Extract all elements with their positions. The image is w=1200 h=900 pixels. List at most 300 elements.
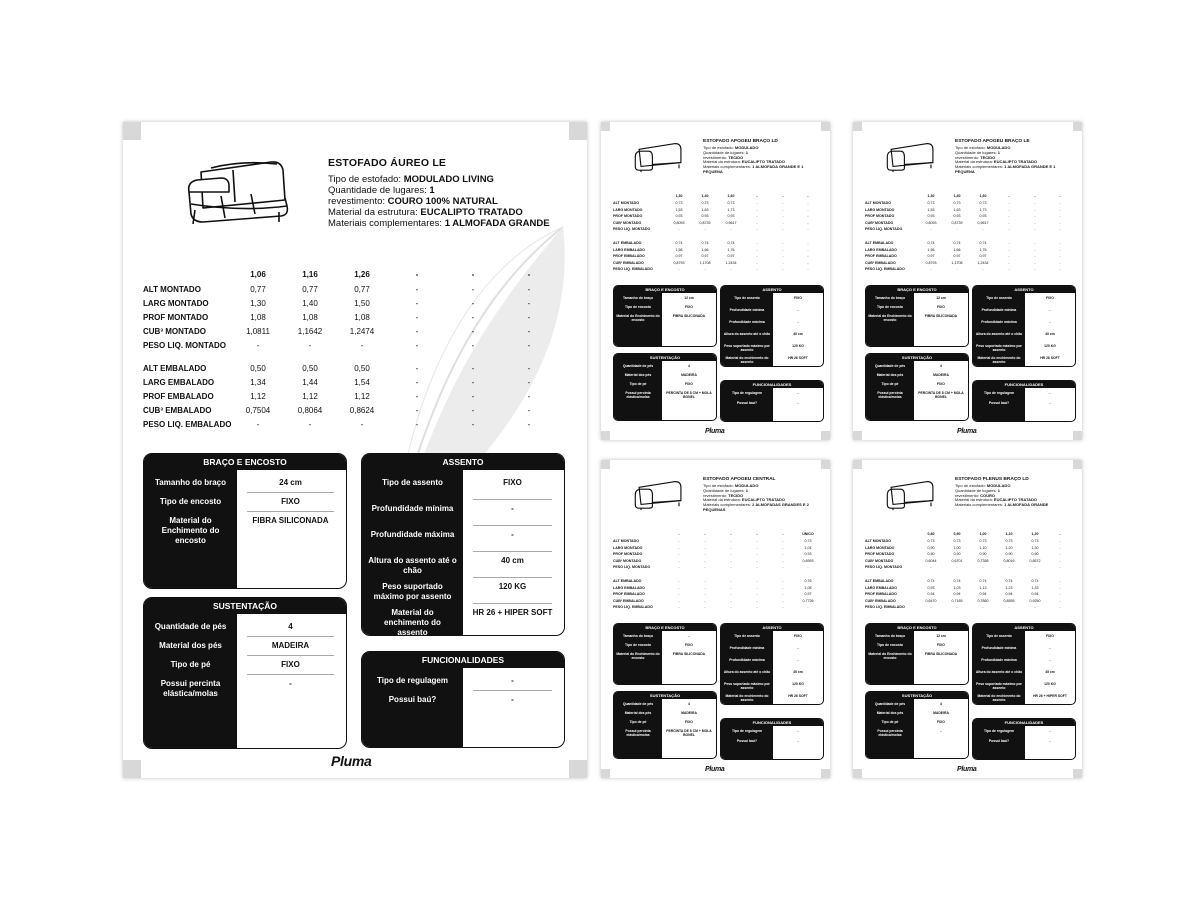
cell-value: 0,50 (250, 364, 266, 373)
spec-value: MODULADO (986, 145, 1011, 150)
table-row (865, 579, 1070, 585)
cell-value: 0,73 (927, 539, 935, 543)
column-header: - (730, 532, 732, 536)
row-label: LARG EMBALADO (613, 585, 645, 590)
row-label: LARG EMBALADO (865, 247, 897, 252)
cell-value: - (982, 565, 984, 569)
panel-row-label: Quantidade de pés (622, 364, 654, 368)
cell-value: - (730, 592, 732, 596)
column-header: - (678, 532, 680, 536)
spec-value: TECIDO (728, 154, 744, 160)
cell-value: 0,74 (675, 241, 683, 245)
panel-title: BRAÇO E ENCOSTO (866, 624, 968, 631)
cell-value: - (678, 565, 680, 569)
separator (247, 492, 334, 493)
panel-row-value: PERCINTA DE 8 CM + MOLA BONEL (666, 391, 712, 399)
sofa-illustration (883, 474, 941, 512)
cell-value: 0,94 (979, 592, 987, 596)
row-label: PESO LIQ. EMBALADO (865, 267, 905, 271)
cell-value: - (807, 254, 809, 258)
cell-value: 1,23 (1005, 585, 1013, 590)
panel-row-label: Tipo de pé (170, 660, 211, 669)
panel-row-value: HR 26 SOFT (788, 356, 808, 360)
cell-value: - (756, 227, 758, 231)
panel-row-value: FIBRA SILICONADA (252, 516, 329, 525)
cell-value: 0,97 (953, 254, 961, 258)
cell-value: - (471, 313, 475, 322)
panel-row-label: Material dos pés (159, 641, 222, 650)
row-label: PESO LIQ. MONTADO (865, 227, 903, 231)
cell-value: 0,97 (701, 254, 709, 258)
row-label: LARG MONTADO (613, 545, 643, 550)
panel-row-value: FIXO (794, 296, 802, 300)
panel-row-label: Tipo de assento (734, 634, 760, 638)
cell-value: - (807, 565, 809, 569)
cell-value: 1,73 (979, 207, 987, 212)
cell-value: 0,94 (1031, 592, 1039, 596)
corner-mark (601, 122, 610, 131)
cell-value: - (782, 267, 784, 271)
corner-mark (853, 460, 862, 469)
separator (247, 511, 334, 512)
cell-value: - (756, 545, 758, 550)
table-row (143, 392, 573, 404)
cell-value: 1,56 (927, 247, 935, 252)
table-row (143, 285, 573, 297)
panel-title: ASSENTO (721, 286, 823, 293)
cell-value: - (471, 392, 475, 401)
cell-value: - (730, 558, 732, 563)
cell-value: 0,93 (953, 214, 961, 218)
cell-value: - (678, 585, 680, 590)
row-label: ALT MONTADO (865, 201, 892, 205)
table-row (865, 546, 1070, 552)
panel-title: FUNCIONALIDADES (973, 719, 1075, 726)
spec-label: revestimento: (955, 492, 981, 498)
cell-value: - (1034, 260, 1036, 265)
table-row (865, 267, 1070, 273)
cell-value: 0,93 (927, 214, 935, 218)
cell-value: - (527, 378, 531, 387)
spec-value: COURO 100% NATURAL (387, 196, 498, 207)
cell-value: - (527, 313, 531, 322)
spec-value: EUCALIPTO TRATADO (741, 159, 786, 165)
panel-row-label: Tipo de regulagem (983, 729, 1015, 733)
cell-value: - (756, 214, 758, 218)
spec-value: TECIDO (980, 154, 996, 160)
dimensions-table (613, 194, 818, 274)
panel-row-label: Material dos pés (876, 373, 904, 377)
cell-value: 1,53 (927, 207, 935, 212)
cell-value: 1,56 (675, 247, 683, 252)
row-label: PROF EMBALADO (865, 254, 897, 258)
spec-label: Tipo de estofado: (328, 174, 404, 185)
cell-value: - (1059, 247, 1061, 252)
panel-row-label: Quantidade de pés (874, 702, 906, 706)
panel-row-value: MADEIRA (271, 641, 310, 650)
row-label: PROF MONTADO (143, 313, 209, 322)
cell-value: - (256, 420, 260, 429)
cell-value: 0,73 (927, 201, 935, 205)
panel-row-label: Altura do assento até o chão (975, 670, 1023, 674)
panel-row-value: 120 KG (1044, 682, 1056, 686)
panel-row-label: Material do Enchimento do encosto (161, 516, 220, 545)
cell-value: - (1059, 267, 1061, 271)
row-label: ALT EMBALADO (865, 579, 894, 583)
cell-value: 0,90 (927, 545, 935, 550)
cell-value: - (471, 327, 475, 336)
spec-label: revestimento: (703, 154, 729, 160)
cell-value: - (308, 341, 312, 350)
braco-encosto-panel (613, 623, 717, 685)
cell-value: - (1034, 605, 1036, 609)
cell-value: 0,8793 (673, 260, 685, 265)
sustentacao-panel (865, 691, 969, 759)
cell-value: - (1059, 227, 1061, 231)
cell-value: - (956, 267, 958, 271)
cell-value: - (782, 201, 784, 205)
panel-row-label: Peso suportado máximo por assento (724, 344, 770, 352)
table-row (143, 378, 573, 390)
cell-value: - (360, 341, 364, 350)
spec-line (328, 174, 550, 185)
corner-mark (821, 431, 830, 440)
spec-line (328, 185, 550, 196)
panel-row-label: Possui percinta elástica/molas (877, 391, 903, 399)
panel-row-label: Peso suportado máximo por assento (976, 682, 1022, 690)
pluma-logo: Pluma (331, 753, 372, 769)
corner-mark (569, 122, 587, 140)
column-header: - (415, 270, 419, 279)
row-label: CUB³ EMBALADO (613, 598, 644, 603)
table-row (865, 586, 1070, 592)
panel-row-label: Tipo de regulagem (731, 729, 763, 733)
cell-value: 0,94 (1005, 592, 1013, 596)
panel-row-label: Material do Enchimento do encosto (868, 652, 912, 660)
panel-row-label: Possui baú? (988, 401, 1010, 405)
cell-value: 0,73 (953, 539, 961, 543)
cell-value: - (704, 579, 706, 583)
cell-value: - (782, 227, 784, 231)
cell-value: - (807, 220, 809, 225)
cell-value: - (782, 241, 784, 245)
cell-value: - (471, 406, 475, 415)
cell-value: - (756, 247, 758, 252)
cell-value: 0,6044 (925, 558, 937, 563)
cell-value: 0,97 (979, 254, 987, 258)
cell-value: - (471, 299, 475, 308)
assento-panel (972, 623, 1076, 705)
cell-value: - (1008, 267, 1010, 271)
panel-row-label: Tipo de regulagem (731, 391, 763, 395)
row-label: ALT EMBALADO (613, 241, 642, 245)
spec-value: TECIDO (728, 492, 744, 498)
assento-panel (720, 285, 824, 367)
cell-value: - (415, 285, 419, 294)
cell-value: - (1034, 214, 1036, 218)
cell-value: 0,74 (979, 241, 987, 245)
table-header-row (613, 532, 818, 538)
panel-row-label: Tipo de pé (881, 382, 899, 386)
table-row (143, 327, 573, 339)
cell-value: - (1034, 565, 1036, 569)
panel-row-label: Tipo de pé (629, 720, 647, 724)
table-row (613, 267, 818, 273)
cell-value: 1,0811 (246, 327, 270, 336)
table-row (613, 559, 818, 565)
cell-value: - (982, 267, 984, 271)
cell-value: 0,8739 (699, 220, 711, 225)
table-header-row (613, 194, 818, 200)
panel-row-value: - (797, 729, 799, 733)
cell-value: 0,93 (701, 214, 709, 218)
spec-value: EUCALIPTO TRATADO (993, 497, 1038, 503)
cell-value: - (782, 585, 784, 590)
panel-row-value: FIXO (281, 660, 300, 669)
cell-value: 0,74 (927, 579, 935, 583)
separator (473, 603, 552, 604)
table-header-row (143, 270, 573, 282)
table-row (865, 254, 1070, 260)
cell-value: - (730, 227, 732, 231)
cell-value: - (730, 598, 732, 603)
cell-value: - (704, 539, 706, 543)
spec-label: Materiais complementares: (328, 218, 445, 229)
cell-value: - (1059, 565, 1061, 569)
panel-row-value: 4 (688, 702, 690, 706)
row-label: PROF EMBALADO (613, 254, 645, 258)
cell-value: 0,8793 (925, 260, 937, 265)
cell-value: - (1059, 598, 1061, 603)
corner-mark (601, 460, 610, 469)
row-label: LARG MONTADO (143, 299, 209, 308)
corner-mark (569, 760, 587, 778)
cell-value: 0,7504 (245, 406, 271, 415)
cell-value: 0,8093 (925, 220, 937, 225)
panel-row-value: FIBRA SILICONADA (672, 314, 706, 318)
spec-value: MODULADO (734, 145, 759, 150)
panel-row-value: - (688, 634, 690, 638)
cell-value: 1,76 (979, 247, 987, 252)
cell-value: - (704, 227, 706, 231)
panel-row-value: - (797, 320, 799, 324)
spec-value: EUCALIPTO TRATADO (741, 497, 786, 503)
cell-value: - (471, 420, 475, 429)
row-label: ALT MONTADO (143, 285, 201, 294)
panel-row-value: FIXO (937, 720, 945, 724)
cell-value: - (704, 605, 706, 609)
product-title: ESTOFADO APOGEU CENTRAL (703, 477, 776, 482)
cell-value: - (678, 545, 680, 550)
cell-value: - (782, 605, 784, 609)
row-label: PESO LIQ. EMBALADO (613, 267, 653, 271)
panel-row-value: 40 cm (501, 556, 524, 565)
panel-row-label: Quantidade de pés (622, 702, 654, 706)
row-label: LARG EMBALADO (865, 585, 897, 590)
panel-title: BRAÇO E ENCOSTO (866, 286, 968, 293)
row-label: PROF MONTADO (865, 214, 895, 218)
spec-value: 1 ALMOFADA GRANDE E 1 PEQUENA (703, 164, 804, 174)
spec-label: Tipo de estofado: (703, 145, 735, 150)
product-title: ESTOFADO ÁUREO LE (328, 157, 447, 169)
cell-value: 0,74 (979, 579, 987, 583)
panel-row-label: Quantidade de pés (874, 364, 906, 368)
spec-label: Quantidade de lugares: (955, 487, 998, 493)
panel-row-value: - (511, 676, 514, 685)
panel-row-value: MADEIRA (681, 711, 697, 715)
cell-value: - (415, 299, 419, 308)
cell-value: - (678, 539, 680, 543)
assento-panel (972, 285, 1076, 367)
cell-value: - (678, 592, 680, 596)
cell-value: 0,74 (953, 579, 961, 583)
panel-row-label: Possui percinta elástica/molas (625, 391, 651, 399)
cell-value: 0,97 (927, 254, 935, 258)
table-row (143, 406, 573, 418)
column-header: - (1059, 194, 1061, 198)
cell-value: - (1034, 227, 1036, 231)
spec-label: Tipo de estofado: (955, 483, 987, 488)
cell-value: 0,73 (953, 201, 961, 205)
spec-line (328, 218, 550, 229)
table-row (613, 261, 818, 267)
row-label: CUB³ EMBALADO (613, 260, 644, 265)
panel-row-value: - (1049, 308, 1051, 312)
panel-title: FUNCIONALIDADES (973, 381, 1075, 388)
cell-value: - (1008, 247, 1010, 252)
column-header: 1,40 (701, 194, 709, 198)
panel-title: FUNCIONALIDADES (362, 652, 564, 668)
column-header: 1,06 (250, 270, 266, 279)
spec-sheet-apogeu-central (601, 460, 830, 778)
cell-value: 0,90 (979, 552, 987, 556)
cell-value: - (1008, 201, 1010, 205)
cell-value: - (730, 545, 732, 550)
separator (473, 551, 552, 552)
row-label: PESO LIQ. EMBALADO (865, 605, 905, 609)
panel-row-value: - (1049, 391, 1051, 395)
separator (473, 499, 552, 500)
braco-encosto-panel (143, 453, 347, 589)
column-header: 1,16 (302, 270, 318, 279)
sofa-illustration (631, 136, 689, 174)
funcionalidades-panel (720, 718, 824, 760)
panel-row-value: MADEIRA (933, 711, 949, 715)
panel-title: SUSTENTAÇÃO (614, 692, 716, 699)
cell-value: - (782, 558, 784, 563)
cell-value: - (1059, 254, 1061, 258)
cell-value: 0,8672 (1029, 558, 1041, 563)
table-row (865, 261, 1070, 267)
panel-row-value: 120 KG (792, 344, 804, 348)
cell-value: - (1034, 254, 1036, 258)
cell-value: 0,94 (953, 592, 961, 596)
cell-value: - (807, 605, 809, 609)
cell-value: - (782, 247, 784, 252)
spec-sheet-apogeu-le (853, 122, 1082, 440)
panel-row-value: MADEIRA (681, 373, 697, 377)
panel-row-value: - (1049, 401, 1051, 405)
cell-value: 1,04 (804, 545, 812, 550)
cell-value: - (756, 592, 758, 596)
cell-value: 0,73 (804, 539, 812, 543)
row-label: PESO LIQ. MONTADO (143, 341, 226, 350)
column-header: - (756, 532, 758, 536)
cell-value: 1,34 (250, 378, 266, 387)
cell-value: 0,93 (927, 585, 935, 590)
spec-label: Materiais complementares: (955, 164, 1005, 170)
spec-label: revestimento: (955, 154, 981, 160)
assento-panel (720, 623, 824, 705)
panel-row-value: FIXO (685, 305, 693, 309)
spec-label: Tipo de estofado: (703, 483, 735, 488)
cell-value: - (704, 565, 706, 569)
cell-value: - (704, 558, 706, 563)
cell-value: 0,77 (302, 285, 318, 294)
row-label: LARG MONTADO (613, 207, 643, 212)
panel-row-value: FIXO (1046, 634, 1054, 638)
row-label: CUB³ MONTADO (613, 558, 642, 563)
spec-value: MODULADO LIVING (403, 174, 494, 185)
cell-value: - (807, 227, 809, 231)
cell-value: - (527, 364, 531, 373)
table-row (613, 208, 818, 214)
spec-line (955, 165, 1075, 175)
cell-value: 0,97 (675, 254, 683, 258)
row-label: PESO LIQ. EMBALADO (143, 420, 232, 429)
cell-value: - (756, 605, 758, 609)
cell-value: 0,97 (804, 592, 812, 596)
corner-mark (1073, 431, 1082, 440)
cell-value: - (982, 605, 984, 609)
table-row (865, 241, 1070, 247)
cell-value: 1,63 (701, 207, 709, 212)
panel-row-label: Tipo de regulagem (377, 676, 448, 685)
cell-value: 1,50 (354, 299, 370, 308)
cell-value: - (1034, 247, 1036, 252)
cell-value: 0,8093 (673, 220, 685, 225)
cell-value: - (807, 201, 809, 205)
cell-value: - (782, 539, 784, 543)
cell-value: 0,8624 (349, 406, 375, 415)
corner-mark (601, 431, 610, 440)
row-label: PROF MONTADO (613, 214, 643, 218)
table-row (613, 214, 818, 220)
sustentacao-panel (613, 353, 717, 421)
panel-row-value: 45 cm (1045, 670, 1055, 674)
cell-value: - (756, 201, 758, 205)
column-header: - (782, 532, 784, 536)
column-header: - (756, 194, 758, 198)
braco-encosto-panel (865, 623, 969, 685)
cell-value: 1,30 (250, 299, 266, 308)
cell-value: - (1059, 201, 1061, 205)
table-row (613, 539, 818, 545)
panel-row-label: Peso suportado máximo por assento (976, 344, 1022, 352)
panel-row-label: Material do Enchimento do encosto (616, 314, 660, 322)
panel-row-value: FIXO (937, 643, 945, 647)
cell-value: - (807, 247, 809, 252)
table-row (613, 592, 818, 598)
row-label: PESO LIQ. MONTADO (865, 565, 903, 569)
panel-row-value: FIXO (937, 382, 945, 386)
table-row (865, 552, 1070, 558)
panel-row-value: 4 (940, 702, 942, 706)
sustentacao-panel (143, 597, 347, 749)
spec-value: EUCALIPTO TRATADO (993, 159, 1038, 165)
cell-value: - (308, 420, 312, 429)
cell-value: 1,08 (354, 313, 370, 322)
